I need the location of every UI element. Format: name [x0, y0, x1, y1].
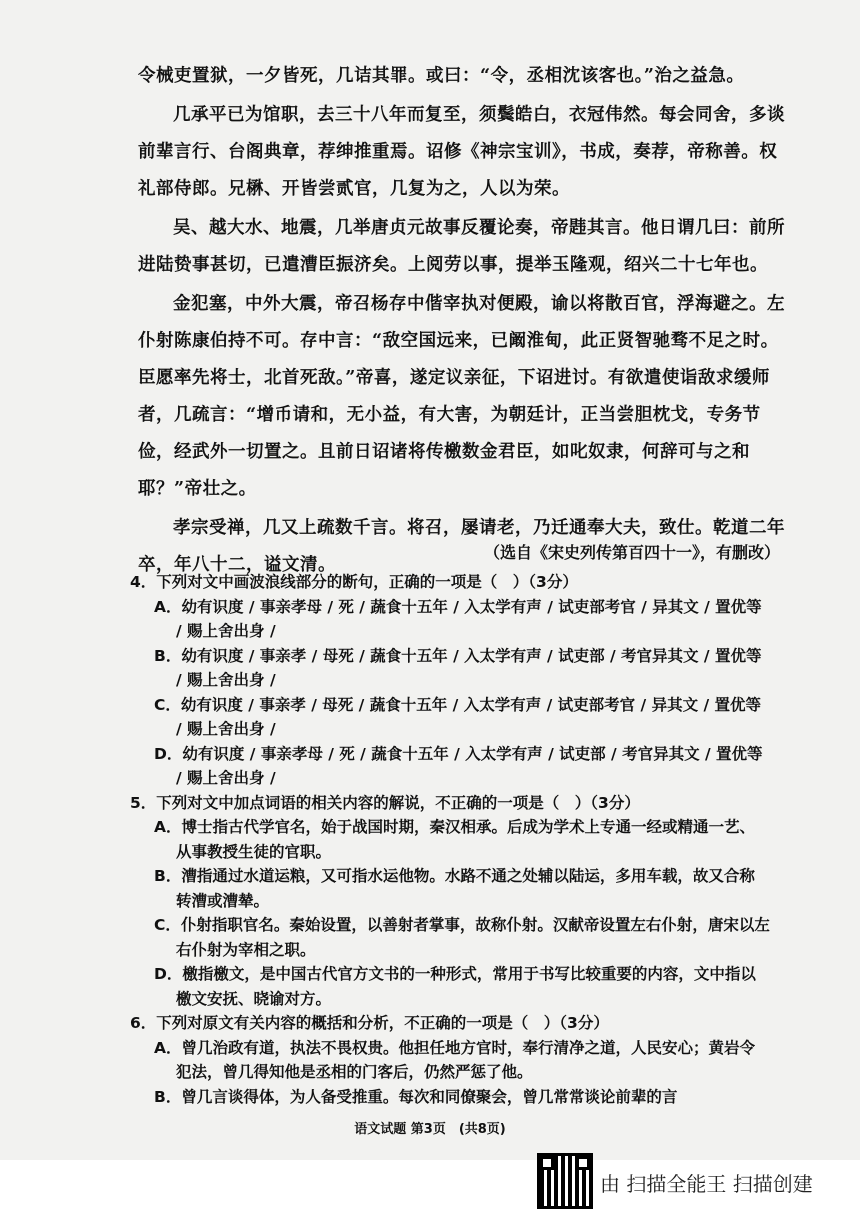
question-6 — [130, 1011, 770, 1109]
passage-paragraph: 吴、越大水、地震，几举唐贞元故事反覆论奏，帝韪其言。他日谓几曰：前所进陆贽事甚切，已遣漕臣振济矣。上阅劳以事，提举玉隆观，绍兴二十七年也。 — [138, 218, 785, 275]
option-b: B．漕指通过水道运粮，又可指水运他物。水路不通之处辅以陆运，多用车载，故又合称转漕或漕辇。 — [154, 867, 755, 910]
option-a: A．幼有识度 / 事亲孝母 / 死 / 蔬食十五年 / 入太学有声 / 试吏部考官 / 异其文 / 置优等 / 赐上舍出身 / — [154, 597, 762, 640]
option-a: A．曾几治政有道，执法不畏权贵。他担任地方官时，奉行清净之道，人民安心；黄岩令犯法，曾几得知他是丞相的门客后，仍然严惩了他。 — [154, 1038, 755, 1081]
page-footer: 语文试题 第3页 (共8页) — [354, 1122, 506, 1137]
option-c: C．仆射指职官名。秦始设置，以善射者掌事，故称仆射。汉献帝设置左右仆射，唐宋以左右仆射为宰相之职。 — [154, 916, 770, 959]
option-a: A．博士指古代学官名，始于战国时期，秦汉相承。后成为学术上专通一经或精通一艺、从事教授生徒的官职。 — [154, 818, 755, 861]
passage-paragraph: 金犯塞，中外大震，帝召杨存中偕宰执对便殿，谕以将散百官，浮海避之。左仆射陈康伯持不可。存中言：“敌空国远来，已阚淮甸，此正贤智驰骛不足之时。臣愿率先将士，北首死敌。”帝喜，遂定议亲征，下诏进讨。有欲遣使诣敌求缓师者，几疏言：“增币请和，无小益，有大害，为朝廷计，正当尝胆枕戈，专务节俭，经武外一切置之。且前日诏诸将传檄数金君臣，如叱奴隶，何辞可与之和耶？”帝壮之。 — [138, 294, 785, 499]
option-b: B．曾几言谈得体，为人备受推重。每次和同僚聚会，曾几常常谈论前辈的言 — [154, 1087, 678, 1106]
question-stem: 4．下列对文中画波浪线部分的断句，正确的一项是（ ）（3分） — [130, 573, 578, 591]
question-stem: 6．下列对原文有关内容的概括和分析，不正确的一项是（ ）（3分） — [130, 1014, 609, 1032]
classical-passage — [138, 58, 788, 586]
passage-paragraph: 孝宗受禅，几又上疏数千言。将召，屡请老，乃迁通奉大夫，致仕。乾道二年卒，年八十二，谥文清。 — [138, 518, 785, 575]
question-5 — [130, 791, 770, 1012]
option-b: B．幼有识度 / 事亲孝 / 母死 / 蔬食十五年 / 入太学有声 / 试吏部 / 考官异其文 / 置优等 / 赐上舍出身 / — [154, 646, 762, 689]
qr-code-icon — [537, 1153, 593, 1209]
scanner-credit: 由 扫描全能王 扫描创建 — [600, 1172, 813, 1196]
option-d: D．檄指檄文，是中国古代官方文书的一种形式，常用于书写比较重要的内容，文中指以檄文安抚、晓谕对方。 — [154, 965, 756, 1008]
passage-paragraph: 几承平已为馆职，去三十八年而复至，须鬓皓白，衣冠伟然。每会同舍，多谈前辈言行、台阁典章，荐绅推重焉。诏修《神宗宝训》，书成，奏荐，帝称善。权礼部侍郎。兄楙、开皆尝贰官，几复为之，人以为荣。 — [138, 105, 785, 199]
option-c: C．幼有识度 / 事亲孝 / 母死 / 蔬食十五年 / 入太学有声 / 试吏部考官 / 异其文 / 置优等 / 赐上舍出身 / — [154, 695, 762, 738]
passage-source: （选自《宋史列传第百四十一》，有删改） — [483, 543, 780, 562]
question-stem: 5．下列对文中加点词语的相关内容的解说，不正确的一项是（ ）（3分） — [130, 793, 640, 812]
option-d: D．幼有识度 / 事亲孝母 / 死 / 蔬食十五年 / 入太学有声 / 试吏部 / 考官异其文 / 置优等 / 赐上舍出身 / — [154, 744, 763, 787]
passage-paragraph: 令械吏置狱，一夕皆死，几诘其罪。或曰：“令，丞相沈该客也。”治之益急。 — [138, 66, 745, 86]
question-4 — [130, 570, 770, 791]
question-list — [130, 570, 770, 1109]
